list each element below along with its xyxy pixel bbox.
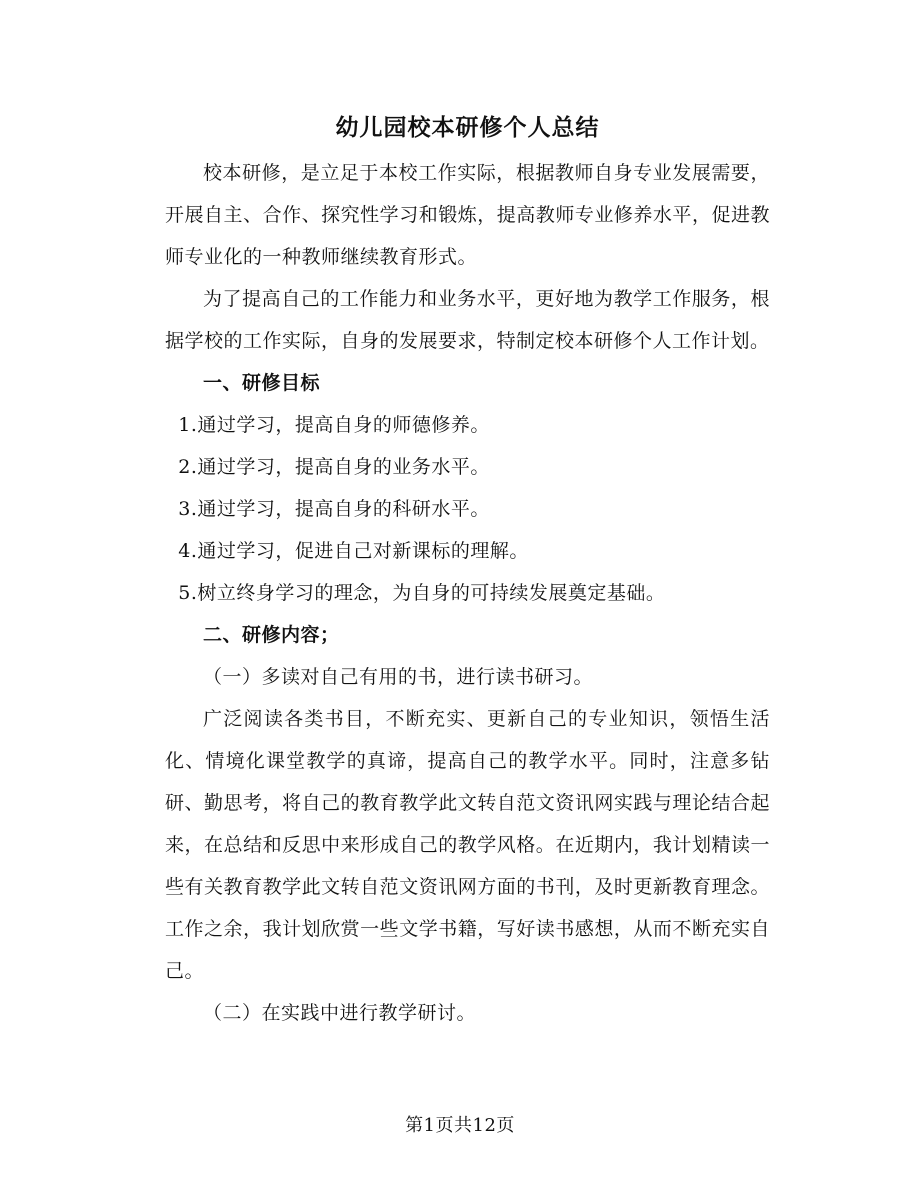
goal-item-4: 4.通过学习，促进自己对新课标的理解。 xyxy=(178,540,529,562)
intro-paragraph-1: 校本研修，是立足于本校工作实际，根据教师自身专业发展需要，开展自主、合作、探究性学习和锻炼，提高教师专业修养水平，促进教师专业化的一种教师继续教育形式。 xyxy=(165,162,770,268)
subsection-2-heading: （二）在实践中进行教学研讨。 xyxy=(203,1002,477,1024)
section-2-heading: 二、研修内容； xyxy=(203,624,340,646)
subsection-1-body: 广泛阅读各类书目，不断充实、更新自己的专业知识，领悟生活化、情境化课堂教学的真谛，提高自己的教学水平。同时，注意多钻研、勤思考，将自己的教育教学此文转自范文资讯网实践与理论结合起来，在总结和反思中来形成自己的教学风格。在近期内，我计划精读一些有关教育教学此文转自范文资讯网方面的书刊，及时更新教育理念。工作之余，我计划欣赏一些文学书籍，写好读书感想，从而不断充实自己。 xyxy=(165,708,770,982)
page-number-footer: 第1页共12页 xyxy=(405,1115,515,1136)
goal-item-2: 2.通过学习，提高自身的业务水平。 xyxy=(178,456,490,478)
section-1-heading: 一、研修目标 xyxy=(203,372,321,394)
goal-item-1: 1.通过学习，提高自身的师德修养。 xyxy=(178,414,490,436)
document-title: 幼儿园校本研修个人总结 xyxy=(335,114,600,141)
goal-item-5: 5.树立终身学习的理念，为自身的可持续发展奠定基础。 xyxy=(178,582,666,604)
intro-paragraph-2: 为了提高自己的工作能力和业务水平，更好地为教学工作服务，根据学校的工作实际，自身的发展要求，特制定校本研修个人工作计划。 xyxy=(165,288,770,352)
subsection-1-heading: （一）多读对自己有用的书，进行读书研习。 xyxy=(203,666,594,688)
goal-item-3: 3.通过学习，提高自身的科研水平。 xyxy=(178,498,490,520)
